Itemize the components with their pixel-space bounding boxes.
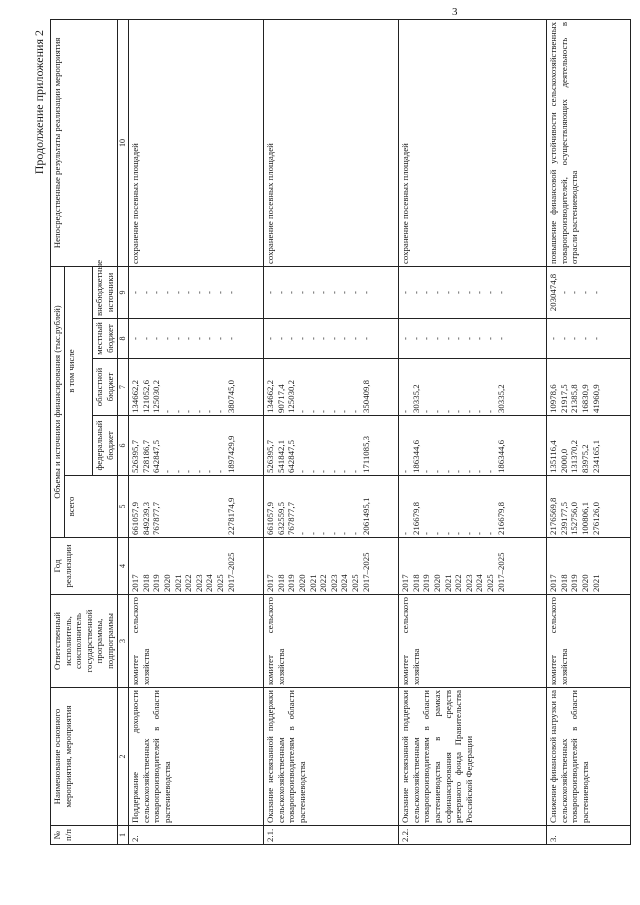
federal-list-value: 526395,7 — [265, 440, 276, 473]
regional-list-value: 21917,5 — [558, 384, 569, 413]
local-list-value: - — [183, 337, 194, 340]
local-list-value: - — [484, 337, 495, 340]
total-list-value: 216679,8 — [410, 502, 421, 535]
total-list-value — [173, 478, 184, 535]
col-number: 1 — [117, 826, 129, 845]
extra-list-value: - — [453, 291, 464, 294]
local-list-value: - — [307, 337, 318, 340]
local-list-value: - — [349, 337, 360, 340]
year-list — [547, 538, 631, 595]
local-list-value: - — [463, 337, 474, 340]
header-executor: Ответственный исполнитель, соисполнитель государственной программы, подпрограммы — [51, 595, 118, 688]
year-list-value: 2021 — [172, 574, 183, 592]
year-list-value: 2019 — [286, 574, 297, 592]
year-list-value: 2020 — [431, 574, 442, 592]
total-list-value: - — [421, 532, 432, 535]
total-list-value: 276126,0 — [590, 502, 601, 535]
total-list-value — [204, 478, 215, 535]
extra-list-value: - — [400, 291, 411, 294]
regional-list-value: - — [474, 410, 485, 413]
total-list — [264, 476, 399, 538]
federal-list — [399, 416, 547, 476]
federal-list-value: 1897429,9 — [225, 435, 236, 473]
measure-name: Поддержание доходности сельскохозяйственных товаропроизводителей в области растениеводства — [129, 688, 264, 826]
extra-list-value: - — [349, 291, 360, 294]
local-list-value: - — [590, 337, 601, 340]
federal-list-value: - — [453, 470, 464, 473]
regional-list-value: - — [349, 410, 360, 413]
regional-list-value: - — [421, 410, 432, 413]
extra-list-value: 2030474,8 — [548, 273, 559, 312]
col-number: 5 — [117, 476, 129, 538]
federal-list-value: 83975,2 — [579, 444, 590, 473]
federal-list-value: - — [161, 470, 172, 473]
total-list-value: 632559,5 — [275, 502, 286, 535]
year-list-value: 2020 — [579, 574, 590, 592]
federal-list — [264, 416, 399, 476]
total-list-value: - — [474, 532, 485, 535]
total-list-value: - — [431, 532, 442, 535]
total-list-value — [194, 478, 205, 535]
local-list-value: - — [421, 337, 432, 340]
extra-list-value: - — [463, 291, 474, 294]
extra-list-value: - — [484, 291, 495, 294]
regional-list-value: 30335,2 — [495, 384, 506, 413]
extra-list — [129, 266, 264, 318]
total-list-value: 661057,9 — [265, 502, 276, 535]
year-list-value: 2024 — [204, 574, 215, 592]
year-list-value: 2018 — [410, 574, 421, 592]
local-list-value: - — [214, 337, 225, 340]
federal-list-value: 1711085,3 — [360, 435, 371, 473]
federal-list-value: 642847,5 — [286, 440, 297, 473]
extra-list-value: - — [265, 291, 276, 294]
extra-list-value: - — [296, 291, 307, 294]
total-list-value: 767877,7 — [151, 502, 162, 535]
header-regional: областной бюджет — [93, 359, 117, 416]
col-number: 8 — [117, 319, 129, 359]
regional-list-value: 350409,8 — [360, 380, 371, 413]
regional-list-value: - — [183, 410, 194, 413]
regional-list — [547, 359, 631, 416]
regional-list — [264, 359, 399, 416]
table-row — [129, 19, 264, 844]
regional-list-value: 41960,9 — [590, 384, 601, 413]
regional-list-value: - — [453, 410, 464, 413]
local-list-value: - — [204, 337, 215, 340]
federal-list-value: - — [296, 470, 307, 473]
header-extra: внебюджетные источники — [93, 266, 117, 318]
total-list-value: 661057,9 — [130, 502, 141, 535]
total-list-value — [215, 478, 226, 535]
header-year: Год реализации — [51, 538, 118, 595]
year-list-value: 2022 — [453, 574, 464, 592]
extra-list-value: - — [275, 291, 286, 294]
funding-table — [50, 19, 631, 845]
regional-list-value: 134662,2 — [265, 380, 276, 413]
total-list-value: 849239,3 — [140, 502, 151, 535]
extra-list-value: - — [474, 291, 485, 294]
year-list-value: 2025 — [349, 574, 360, 592]
total-list-value: 767877,7 — [286, 502, 297, 535]
year-list-value: 2021 — [307, 574, 318, 592]
extra-list-value: - — [410, 291, 421, 294]
col-number: 2 — [117, 688, 129, 826]
extra-list-value: - — [318, 291, 329, 294]
local-list-value: - — [172, 337, 183, 340]
table-row — [399, 19, 547, 844]
local-list-value: - — [410, 337, 421, 340]
local-list-value: - — [400, 337, 411, 340]
local-list-value: - — [140, 337, 151, 340]
local-list-value: - — [225, 337, 236, 340]
federal-list-value: - — [421, 470, 432, 473]
year-list-value: 2017–2025 — [225, 552, 236, 592]
executor: комитет сельского хозяйства — [547, 595, 631, 688]
measure-name: Оказание несвязанной поддержки сельскохозяйственным товаропроизводителям в области растениеводства в рамках софинансирования средств резервного фонда Правительства Российской Федерации — [399, 688, 547, 826]
regional-list-value: - — [442, 410, 453, 413]
total-list-value: - — [453, 532, 464, 535]
federal-list-value: - — [193, 470, 204, 473]
year-list-value: 2018 — [140, 574, 151, 592]
local-list-value: - — [453, 337, 464, 340]
regional-list-value: - — [484, 410, 495, 413]
extra-list-value: - — [225, 291, 236, 294]
header-name: Наименование основного мероприятия, мероприятия — [51, 688, 118, 826]
year-list-value: 2019 — [421, 574, 432, 592]
federal-list-value: 728186,7 — [140, 440, 151, 473]
federal-list-value: 186344,6 — [410, 440, 421, 473]
extra-list-value: - — [204, 291, 215, 294]
year-list-value: 2020 — [296, 574, 307, 592]
total-list-value: - — [442, 532, 453, 535]
year-list-value: 2022 — [318, 574, 329, 592]
extra-list — [547, 266, 631, 318]
local-list-value: - — [474, 337, 485, 340]
year-list-value: 2023 — [463, 574, 474, 592]
local-list — [399, 319, 547, 359]
local-list — [129, 319, 264, 359]
table-body — [129, 19, 631, 844]
col-number: 9 — [117, 266, 129, 318]
regional-list-value: - — [193, 410, 204, 413]
year-list-value: 2024 — [339, 574, 350, 592]
federal-list-value: - — [183, 470, 194, 473]
header-total: всего — [64, 476, 117, 538]
extra-list-value: - — [193, 291, 204, 294]
header-num: № п/п — [51, 826, 118, 845]
extra-list-value: - — [421, 291, 432, 294]
year-list-value: 2018 — [275, 574, 286, 592]
year-list — [264, 538, 399, 595]
total-list-value: - — [349, 532, 360, 535]
extra-list-value: - — [558, 291, 569, 294]
extra-list-value: - — [579, 291, 590, 294]
total-list-value: - — [307, 532, 318, 535]
extra-list-value: - — [431, 291, 442, 294]
year-list-value: 2021 — [590, 574, 601, 592]
total-list-value: - — [296, 532, 307, 535]
total-list-value: 2176569,8 — [548, 497, 559, 535]
executor: комитет сельского хозяйства — [129, 595, 264, 688]
year-list-value: 2017 — [400, 574, 411, 592]
federal-list-value: 2000,0 — [558, 448, 569, 473]
local-list-value: - — [286, 337, 297, 340]
year-list-value: 2017–2025 — [360, 552, 371, 592]
local-list-value: - — [275, 337, 286, 340]
federal-list-value: - — [318, 470, 329, 473]
total-list-value — [162, 478, 173, 535]
total-list — [129, 476, 264, 538]
regional-list-value: - — [400, 410, 411, 413]
result-text: сохранение посевных площадей — [264, 19, 399, 266]
year-list-value: 2024 — [474, 574, 485, 592]
total-list-value: 152756,0 — [569, 502, 580, 535]
local-list-value: - — [318, 337, 329, 340]
regional-list-value: - — [328, 410, 339, 413]
federal-list-value: 186344,6 — [495, 440, 506, 473]
row-number: 2.2. — [399, 826, 547, 845]
regional-list-value: - — [214, 410, 225, 413]
federal-list — [129, 416, 264, 476]
col-number: 6 — [117, 416, 129, 476]
local-list-value: - — [548, 337, 559, 340]
extra-list-value: - — [183, 291, 194, 294]
federal-list-value: 135116,4 — [548, 440, 559, 473]
total-list-value: 2278174,9 — [225, 497, 236, 535]
header-including: в том числе — [64, 266, 93, 475]
total-list — [399, 476, 547, 538]
regional-list-value: 30335,2 — [410, 384, 421, 413]
regional-list-value: 21385,8 — [569, 384, 580, 413]
local-list-value: - — [161, 337, 172, 340]
federal-list-value: - — [400, 470, 411, 473]
total-list-value: - — [339, 532, 350, 535]
federal-list-value: - — [431, 470, 442, 473]
local-list-value: - — [442, 337, 453, 340]
row-number: 3. — [547, 826, 631, 845]
regional-list-value: 380745,0 — [225, 380, 236, 413]
regional-list — [129, 359, 264, 416]
executor: комитет сельского хозяйства — [399, 595, 547, 688]
year-list — [129, 538, 264, 595]
federal-list-value: - — [474, 470, 485, 473]
row-number: 2.1. — [264, 826, 399, 845]
total-list-value: - — [328, 532, 339, 535]
extra-list-value: - — [286, 291, 297, 294]
result-text: сохранение посевных площадей — [399, 19, 547, 266]
federal-list-value: - — [214, 470, 225, 473]
total-list-value: - — [463, 532, 474, 535]
result-text: сохранение посевных площадей — [129, 19, 264, 266]
extra-list-value: - — [590, 291, 601, 294]
extra-list-value: - — [161, 291, 172, 294]
regional-list — [399, 359, 547, 416]
extra-list-value: - — [442, 291, 453, 294]
local-list-value: - — [579, 337, 590, 340]
year-list-value: 2020 — [161, 574, 172, 592]
extra-list-value: - — [214, 291, 225, 294]
local-list — [264, 319, 399, 359]
measure-name: Оказание несвязанной поддержки сельскохозяйственным товаропроизводителям в области растениеводства — [264, 688, 399, 826]
extra-list-value: - — [360, 291, 371, 294]
regional-list-value: - — [318, 410, 329, 413]
year-list-value: 2019 — [151, 574, 162, 592]
federal-list-value: 526395,7 — [130, 440, 141, 473]
extra-list-value: - — [151, 291, 162, 294]
regional-list-value: 125030,2 — [151, 380, 162, 413]
regional-list-value: - — [339, 410, 350, 413]
year-list-value: 2023 — [328, 574, 339, 592]
federal-list-value: - — [172, 470, 183, 473]
extra-list-value: - — [307, 291, 318, 294]
local-list-value: - — [558, 337, 569, 340]
federal-list-value: - — [204, 470, 215, 473]
year-list-value: 2017 — [548, 574, 559, 592]
total-list-value: 2061495,1 — [360, 497, 371, 535]
total-list-value: - — [400, 532, 411, 535]
local-list-value: - — [431, 337, 442, 340]
federal-list-value: 131370,2 — [569, 440, 580, 473]
local-list-value: - — [130, 337, 141, 340]
federal-list-value: - — [349, 470, 360, 473]
regional-list-value: - — [172, 410, 183, 413]
extra-list-value: - — [328, 291, 339, 294]
regional-list-value: 10978,6 — [548, 384, 559, 413]
year-list-value: 2017–2025 — [495, 552, 506, 592]
regional-list-value: - — [204, 410, 215, 413]
regional-list-value: - — [307, 410, 318, 413]
local-list-value: - — [265, 337, 276, 340]
extra-list — [399, 266, 547, 318]
table-row — [264, 19, 399, 844]
regional-list-value: 134662,2 — [130, 380, 141, 413]
regional-list-value: - — [296, 410, 307, 413]
extra-list-value: - — [172, 291, 183, 294]
regional-list-value: 16830,9 — [579, 384, 590, 413]
federal-list — [547, 416, 631, 476]
year-list-value: 2025 — [214, 574, 225, 592]
regional-list-value: - — [431, 410, 442, 413]
total-list-value — [183, 478, 194, 535]
regional-list-value: - — [463, 410, 474, 413]
federal-list-value: 541842,1 — [275, 440, 286, 473]
extra-list-value: - — [569, 291, 580, 294]
page-number: 3 — [452, 6, 458, 18]
col-number: 10 — [117, 19, 129, 266]
header-results: Непосредственные результаты реализации мероприятия — [51, 19, 118, 266]
year-list-value: 2023 — [193, 574, 204, 592]
col-number: 4 — [117, 538, 129, 595]
local-list-value: - — [495, 337, 506, 340]
header-funding: Объемы и источники финансирования (тыс.рублей) — [51, 266, 65, 537]
year-list-value: 2021 — [442, 574, 453, 592]
header-local: местный бюджет — [93, 319, 117, 359]
total-list-value: 100806,1 — [579, 502, 590, 535]
col-number: 7 — [117, 359, 129, 416]
continuation-caption: Продолжение приложения 2 — [32, 30, 46, 175]
extra-list — [264, 266, 399, 318]
local-list-value: - — [569, 337, 580, 340]
executor: комитет сельского хозяйства — [264, 595, 399, 688]
year-list-value: 2017 — [265, 574, 276, 592]
local-list-value: - — [193, 337, 204, 340]
federal-list-value: 642847,5 — [151, 440, 162, 473]
federal-list-value: - — [463, 470, 474, 473]
federal-list-value: - — [484, 470, 495, 473]
regional-list-value: 125030,2 — [286, 380, 297, 413]
measure-name: Снижение финансовой нагрузки на сельскохозяйственных товаропроизводителей в области растениеводства — [547, 688, 631, 826]
extra-list-value: - — [495, 291, 506, 294]
federal-list-value: 234165,1 — [590, 440, 601, 473]
regional-list-value: 121052,6 — [140, 380, 151, 413]
total-list-value: - — [318, 532, 329, 535]
federal-list-value: - — [307, 470, 318, 473]
local-list-value: - — [151, 337, 162, 340]
regional-list-value: 90717,4 — [275, 384, 286, 413]
total-list-value: 216679,8 — [495, 502, 506, 535]
total-list — [547, 476, 631, 538]
year-list-value: 2022 — [183, 574, 194, 592]
table-row — [547, 19, 631, 844]
header-federal: федеральный бюджет — [93, 416, 117, 476]
extra-list-value: - — [140, 291, 151, 294]
local-list-value: - — [360, 337, 371, 340]
extra-list-value: - — [339, 291, 350, 294]
local-list-value: - — [339, 337, 350, 340]
federal-list-value: - — [328, 470, 339, 473]
col-number: 3 — [117, 595, 129, 688]
regional-list-value: - — [161, 410, 172, 413]
result-text: повышение финансовой устойчивости сельскохозяйственных товаропроизводителей, осуществляющих деятельность в отрасли растениеводства — [547, 19, 631, 266]
row-number: 2. — [129, 826, 264, 845]
year-list-value: 2019 — [569, 574, 580, 592]
federal-list-value: - — [442, 470, 453, 473]
extra-list-value: - — [130, 291, 141, 294]
year-list-value: 2025 — [484, 574, 495, 592]
local-list-value: - — [296, 337, 307, 340]
local-list-value: - — [328, 337, 339, 340]
local-list — [547, 319, 631, 359]
total-list-value: 239177,5 — [558, 502, 569, 535]
year-list-value: 2018 — [558, 574, 569, 592]
year-list — [399, 538, 547, 595]
year-list-value: 2017 — [130, 574, 141, 592]
federal-list-value: - — [339, 470, 350, 473]
total-list-value: - — [484, 532, 495, 535]
